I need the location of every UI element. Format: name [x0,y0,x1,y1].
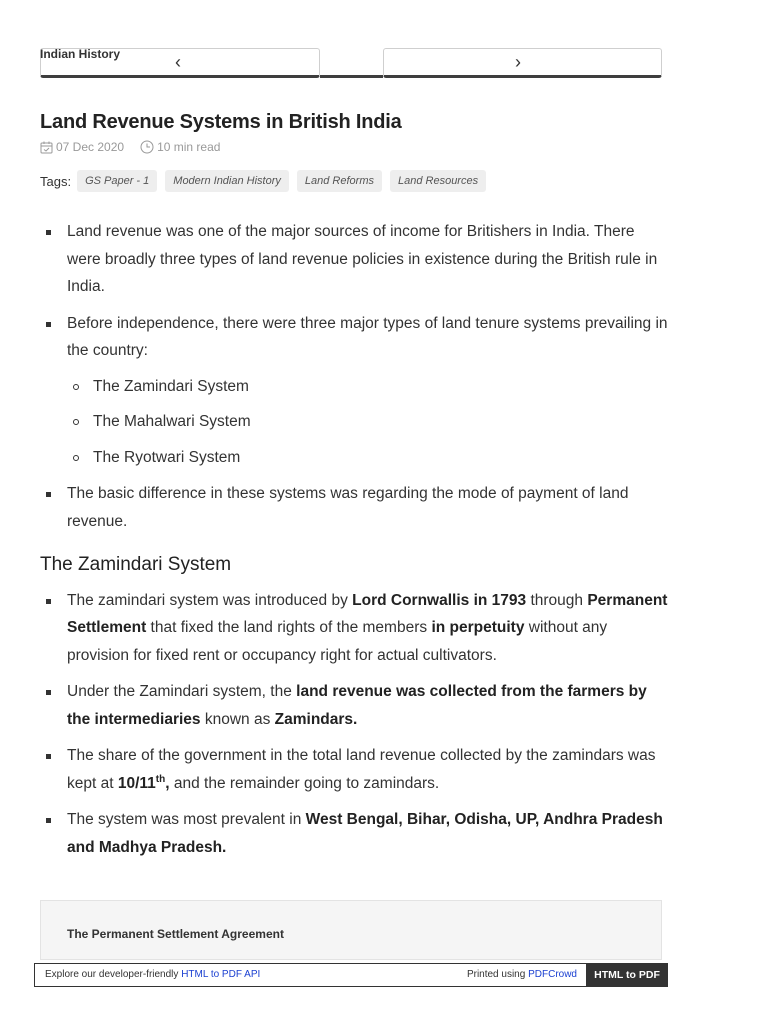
list-item: The Mahalwari System [67,408,670,436]
read-time [140,140,220,154]
pdfcrowd-link[interactable]: PDFCrowd [528,969,577,980]
footer-left: Explore our developer-friendly HTML to PDF API [45,969,261,980]
list-item: The basic difference in these systems was regarding the mode of payment of land revenue. [40,480,670,535]
page-title: Land Revenue Systems in British India [40,111,402,133]
zamindari-list [40,587,670,862]
tenure-systems-list [67,373,670,472]
article-navigation [40,46,662,82]
tag-list [40,170,494,192]
calendar-icon [40,141,53,154]
read-time-text: 10 min read [157,140,221,154]
tag[interactable]: Land Reforms [297,170,382,192]
html-to-pdf-api-link[interactable]: HTML to PDF API [181,969,261,980]
chevron-left-icon: ‹ [175,52,181,72]
info-box-title: The Permanent Settlement Agreement [67,927,284,941]
list-item: The share of the government in the total land revenue collected by the zamindars was kept at 10/11th, and the remainder going to zamindars. [40,742,670,797]
publish-date [40,140,124,154]
list-item: Before independence, there were three major types of land tenure systems prevailing in the country: The Zamindari System The Mahalwari System The Ryotwari System [40,310,670,472]
nav-divider [320,75,383,78]
footer-right: Printed using PDFCrowd [466,969,577,980]
list-item: Land revenue was one of the major sources of income for Britishers in India. There were broadly three types of land revenue policies in existence during the British rule in India. [40,218,670,301]
article-body [40,218,670,870]
html-to-pdf-button[interactable]: HTML to PDF [586,963,668,987]
list-item: The zamindari system was introduced by Lord Cornwallis in 1793 through Permanent Settlement that fixed the land rights of the members in perpetuity without any provision for fixed rent or occupancy right for actual cultivators. [40,587,670,670]
clock-icon [140,140,154,154]
article-meta [40,140,236,154]
list-item: The Ryotwari System [67,444,670,472]
list-item: The system was most prevalent in West Bengal, Bihar, Odisha, UP, Andhra Pradesh and Madhya Pradesh. [40,806,670,861]
info-box [40,900,662,960]
chevron-right-icon: › [515,52,521,72]
intro-list [40,218,670,535]
list-item: The Zamindari System [67,373,670,401]
category-label: Indian History [40,47,121,61]
tag[interactable]: Land Resources [390,170,486,192]
next-article-button[interactable] [383,48,662,78]
section-heading: The Zamindari System [40,554,232,575]
list-item: Under the Zamindari system, the land revenue was collected from the farmers by the intermediaries known as Zamindars. [40,678,670,733]
pdf-footer-bar [34,963,668,987]
date-text: 07 Dec 2020 [56,140,125,154]
tag[interactable]: GS Paper - 1 [77,170,157,192]
tag[interactable]: Modern Indian History [165,170,289,192]
tags-label: Tags: [40,173,72,189]
